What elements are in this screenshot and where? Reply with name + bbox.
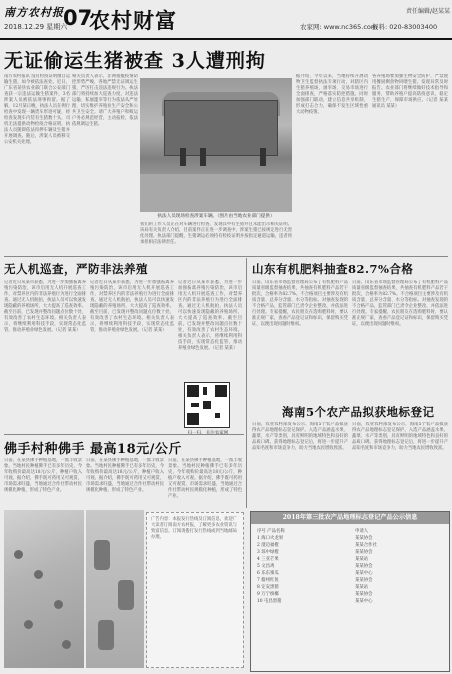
list-item: 10 屯昌黑猪 [257,599,282,604]
list-item: 某某合作社 [355,543,377,548]
list-item: 某某协会 [355,550,373,555]
fruit-shape [14,550,23,559]
list-item: 9 万宁槟榔 [257,592,279,597]
fertilizer-story-headline: 山东有机肥料抽查82.7%合格 [252,262,414,276]
website-link[interactable]: 农家网: www.nc365.com [300,23,378,31]
qr-code[interactable] [184,382,230,428]
list-title: 2018年第三批农产品地理标志登记产品公示信息 [251,512,449,524]
newspaper-logo: 南方农村报 [4,6,64,19]
melon-shape [94,540,110,570]
lead-column-2: 相关负责人表示，非洲猪瘟疫情防控形势严峻，各地严禁无证调运生猪，严厉打击违法违规行为。执法部门将持续加大巡查力度，对违法运输、私屠滥宰等行为依法从严处理，切实维护养殖业生产安全和公共卫生安全。请广大养殖户和贩运户务必规范经营，主动报检，依法依规调运生猪。 [72,74,138,127]
list-item: 2 澄迈福橙 [257,543,279,548]
list-column-2 [355,528,377,605]
list-item: 某某站 [355,585,369,590]
list-item: 某某协会 [355,536,373,541]
list-item: 申请人 [355,529,369,534]
fruit-shape [34,570,43,579]
issue-date: 2018.12.29 星期六 [4,23,68,31]
section-title: 农村财富 [89,8,177,33]
section-number: 07 [63,6,93,30]
hainan-story-body: 日前，农业农村部发布公示，海南5个农产品拟获得农产品地理标志登记保护。入选产品涵盖水果、蔬菜、水产等类别，具有鲜明的地域特色和良好的品质口碑。获得地理标志登记后，将进一步提升产品知名度和市场竞争力，助力当地农民增收致富。 [252,422,348,451]
list-item: 3 琼中绿橙 [257,550,279,555]
divider [4,256,448,257]
list-item: 5 文昌鸡 [257,564,275,569]
list-item: 某某中心 [355,571,373,576]
fertilizer-story-body-2: 日前，山东省市场监督管理局公布了有机肥料产品质量省级监督抽查结果，共抽查有机肥料产品若干批次，合格率为82.7%。不合格项目主要涉及有机质含量、总养分含量、水分等指标。对抽查发现的不合格产品，监管部门已责令企业整改，并依法进行处理。专家提醒，农民朋友在选购肥料时，要认准正规厂家，查看产品登记证和标识，保留购买凭证，以便出现问题时维权。 [352,280,448,327]
divider [4,434,244,435]
fruit-story-body-3: 日前，在某县佛手种植基地，一派丰收景象。当地村民种植佛手已有多年历史，今年收购价最高达18元/公斤，种植户收入可观。据介绍，佛手既可药用又可观赏，市场需求旺盛，当地通过合作社带动村民规模化种植，形成了特色产业。 [168,458,242,499]
person-shape [200,148,206,166]
fruit-story-body: 日前，在某县佛手种植基地，一派丰收景象。当地村民种植佛手已有多年历史，今年收购价最高达18元/公斤，种植户收入可观。据介绍，佛手既可药用又可观赏，市场需求旺盛，当地通过合作社带动村民规模化种植，形成了特色产业。 [4,458,82,493]
melon-shape [98,620,114,650]
drone-story-body: 记者近日从某市获悉，为进一步加强畜禽养殖污染防治，该市启用无人机开展巡查工作，对禁养区内的非法养殖行为进行全面排查。通过无人机航拍，执法人员可以快速发现隐蔽的养殖场所，大大提高了巡查效率。截至目前，已发现并整改问题点位数十处，有效改善了农村生态环境。相关负责人表示，将继续利用科技手段，实现常态化监管，推动养殖业绿色发展。（记者 某某） [4,280,86,333]
fruit-shape [24,620,33,629]
lead-headline: 无证偷运生猪被查 3人遭刑拘 [4,50,266,72]
melon-shape [118,580,134,610]
list-item: 1 海口火龙果 [257,536,284,541]
fertilizer-story-body: 日前，山东省市场监督管理局公布了有机肥料产品质量省级监督抽查结果，共抽查有机肥料产品若干批次，合格率为82.7%。不合格项目主要涉及有机质含量、总养分含量、水分等指标。对抽查发现的不合格产品，监管部门已责令企业整改，并依法进行处理。专家提醒，农民朋友在选购肥料时，要认准正规厂家，查看产品登记证和标识，保留购买凭证，以便出现问题时维权。 [252,280,348,327]
melon-photo [86,510,144,668]
drone-story-body-3: 记者近日从某市获悉，为进一步加强畜禽养殖污染防治，该市启用无人机开展巡查工作，对禁养区内的非法养殖行为进行全面排查。通过无人机航拍，执法人员可以快速发现隐蔽的养殖场所，大大提高了巡查效率。截至目前，已发现并整改问题点位数十处，有效改善了农村生态环境。相关负责人表示，将继续利用科技手段，实现常态化监管，推动养殖业绿色发展。（记者 某某） [178,280,242,351]
qr-caption [180,430,236,436]
registration-list-box [250,511,450,672]
list-item: 6 乐东蜜瓜 [257,571,279,576]
advertisement-box[interactable] [146,512,244,668]
person-shape [180,148,186,166]
list-item: 某某中心 [355,599,373,604]
hainan-story-body-2: 日前，农业农村部发布公示，海南5个农产品拟获得农产品地理标志登记保护。入选产品涵盖水果、蔬菜、水产等类别，具有鲜明的地域特色和良好的品质口碑。获得地理标志登记后，将进一步提升产品知名度和市场竞争力，助力当地农民增收致富。 [352,422,448,451]
fruit-photo [4,510,84,668]
fruit-story-headline: 佛手村种佛手 最高18元/公斤 [4,442,182,457]
list-item: 某某站 [355,557,369,562]
list-item: 7 儋州红鱼 [257,578,279,583]
lead-photo [140,78,292,212]
hotline: 报料: 020-83003400 [372,23,438,31]
list-item: 某某协会 [355,592,373,597]
drone-story-body-2: 记者近日从某市获悉，为进一步加强畜禽养殖污染防治，该市启用无人机开展巡查工作，对禁养区内的非法养殖行为进行全面排查。通过无人机航拍，执法人员可以快速发现隐蔽的养殖场所，大大提高了巡查效率。截至目前，已发现并整改问题点位数十处，有效改善了农村生态环境。相关负责人表示，将继续利用科技手段，实现常态化监管，推动养殖业绿色发展。（记者 某某） [90,280,174,333]
fruit-story-body-2: 日前，在某县佛手种植基地，一派丰收景象。当地村民种植佛手已有多年历史，今年收购价最高达18元/公斤，种植户收入可观。据介绍，佛手既可药用又可观赏，市场需求旺盛，当地通过合作社带动村民规模化种植，形成了特色产业。 [86,458,164,493]
lead-photo-caption: 执法人员现场检查涉案车辆。（图片由当地农业部门提供） [157,214,275,219]
lead-column-5: 各养殖场要加强生物安全防护，严禁使用餐厨剩余物饲喂生猪，发现异常及时报告。农业部门将继续做好技术指导和服务，帮助养殖户提高防疫意识，稳定生猪生产，保障市场供应。（记者 某某 通讯员 某某） [372,74,448,109]
hainan-story-headline: 海南5个农产品拟获地标登记 [282,405,435,419]
column-divider [246,258,247,508]
fruit-shape [62,640,71,649]
lead-column-1: 南方农村报讯 没有检疫证明擅自运输生猪，如今被依法查处。近日，广东省某县农业部门联合公安部门查获一宗违法运输生猪案件，3名涉案人员被依法刑事拘留。据了解，12月某日晚，执法人员在例行检查中发现一辆货车形迹可疑，经检查发现车内装有生猪数十头，司机无法提供动物检疫合格证明，执法人员随即依法扣押车辆及生猪并开展调查。随后，涉案人员被移交公安机关处理。 [4,74,70,145]
list-item: 序号 产品名称 [257,529,285,534]
lead-column-3: 我们的工作人员正在对车辆进行检查，发现其中有生猪并且未能出示相关证明。该局有关负责人介绍，目前案件正在进一步调查中，涉案生猪已按规定进行无害化处理。执法部门提醒，生猪调运必须持有检疫证明并按指定通道运输，违者将承担相应法律责任。 [140,222,292,245]
page-header [0,0,452,40]
lead-column-4: 据介绍，今年以来，当地持续开展动物卫生监督执法专项行动，对辖区内生猪养殖场、屠宰场、交易市场进行全面排查，严格落实防控措施。同时加强部门联动，建立信息共享机制，形成打击合力，确保不发生区域性重大动物疫情。 [296,74,368,115]
fruit-shape [54,600,63,609]
advertisement-text: 广告内容：本报发行热线及订阅信息，欢迎广大读者订阅南方农村报，了解更多农业资讯与致富信息。订阅请拨打发行热线或到当地邮局办理。 [151,517,237,540]
drone-story-headline: 无人机巡查，严防非法养殖 [4,262,148,276]
road-shape [140,174,292,212]
person-shape [260,148,266,166]
list-column-1 [257,528,285,605]
list-item: 某某协会 [355,578,373,583]
list-item: 4 三亚芒果 [257,557,279,562]
editor-line: 责任编辑/赵某某 [405,8,450,15]
list-item: 某某协会 [355,564,373,569]
list-item: 8 定安黑猪 [257,585,279,590]
